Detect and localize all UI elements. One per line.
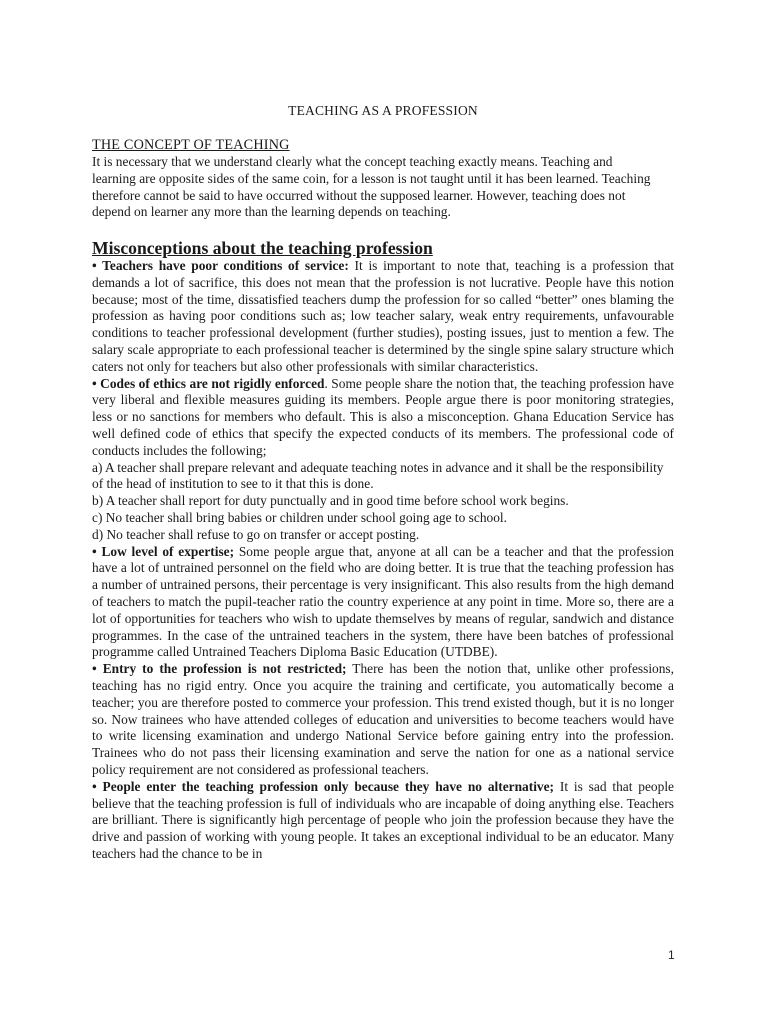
misconceptions-heading: Misconceptions about the teaching profession (92, 238, 433, 258)
intro-paragraph: It is necessary that we understand clearly what the concept teaching exactly means. Teaching and learning are opposite sides of the same coin, for a lesson is not taught until it has been learned. Teaching therefore cannot be said to have occurred without the supposed learner. However, teaching does not depend on learner any more than the learning depends on teaching. (92, 154, 651, 220)
section-lead: • Codes of ethics are not rigidly enforced (92, 375, 325, 391)
section-lead: • Teachers have poor conditions of service: (92, 258, 349, 273)
code-item-b: b) A teacher shall report for duty punctually and in good time before school work begins. (92, 493, 569, 509)
section-level-of-expertise (92, 544, 674, 662)
section-entry-not-restricted (92, 661, 674, 779)
section-no-alternative (92, 779, 674, 863)
code-item-c: c) No teacher shall bring babies or children under school going age to school. (92, 509, 507, 525)
section-lead: • Low level of expertise; (92, 543, 235, 559)
misconceptions-body (92, 258, 674, 863)
section-lead: • People enter the teaching profession only because they have no alternative; (92, 778, 555, 794)
section-text: It is important to note that, teaching is a profession that demands a lot of sacrifice, this does not mean that the profession is not lucrative. People have this notion because; most of the time, dissatisfied teachers dump the profession for so called “better” ones blaming the profession as having poor conditions such as; low teacher salary, weak entry requirements, unfavourable conditions to teacher professional development (further studies), posting issues, just to mention a few. The salary scale appropriate to each professional teacher is determined by the single spine salary structure which caters not only for teachers but also other professionals with similar characteristics. (92, 258, 675, 374)
section-text: Some people argue that, anyone at all can be a teacher and that the profession have a lot of untrained personnel on the field who are doing better. It is true that the teaching profession has a number of untrained persons, their percentage is very insignificant. This also results from the high demand of teachers to match the pupil-teacher ratio the country experience at any point in time. More so, there are a lot of opportunities for teachers who wish to update themselves by means of regular, sandwich and distance programmes. In the case of the untrained teachers in the system, there have been batches of professional programme called Untrained Teachers Diploma Basic Education (UTDBE). (92, 543, 674, 660)
section-codes-of-ethics (92, 376, 674, 460)
section-text: There has been the notion that, unlike other professions, teaching has no rigid entry. Once you acquire the training and certificate, you automatically become a teacher; you are therefore posted to commerce your profession. This trend existed though, but it is no longer so. Now trainees who have attended colleges of education and universities to become teachers would have to write licensing examination and undergo National Service before gaining entry into the profession. Trainees who do not pass their licensing examination and serve the nation for one as a national service policy requirement are not considered as professional teachers. (92, 661, 674, 777)
concept-heading: THE CONCEPT OF TEACHING (92, 137, 290, 153)
code-item-a: a) A teacher shall prepare relevant and adequate teaching notes in advance and it shall be the responsibility of the head of institution to see to it that this is done. (92, 459, 664, 492)
section-text: It is sad that people believe that the teaching profession is full of individuals who are incapable of doing anything else. Teachers are brilliant. There is significantly high percentage of people who join the profession because they have the drive and passion of working with young people. It takes an exceptional individual to be an educator. Many teachers had the chance to be in (92, 778, 674, 861)
document-title: TEACHING AS A PROFESSION (288, 103, 478, 118)
section-conditions-of-service (92, 258, 674, 376)
section-text: . Some people share the notion that, the teaching profession have very liberal and flexible measures guiding its members. People argue there is poor monitoring strategies, less or no sanctions for members who default. This is also a misconception. Ghana Education Service has well defined code of ethics that specify the expected conducts of its members. The professional code of conducts includes the following; (92, 375, 674, 458)
code-item-d: d) No teacher shall refuse to go on transfer or accept posting. (92, 526, 420, 542)
section-lead: • Entry to the profession is not restricted; (92, 661, 347, 677)
page-number: 1 (668, 948, 675, 962)
